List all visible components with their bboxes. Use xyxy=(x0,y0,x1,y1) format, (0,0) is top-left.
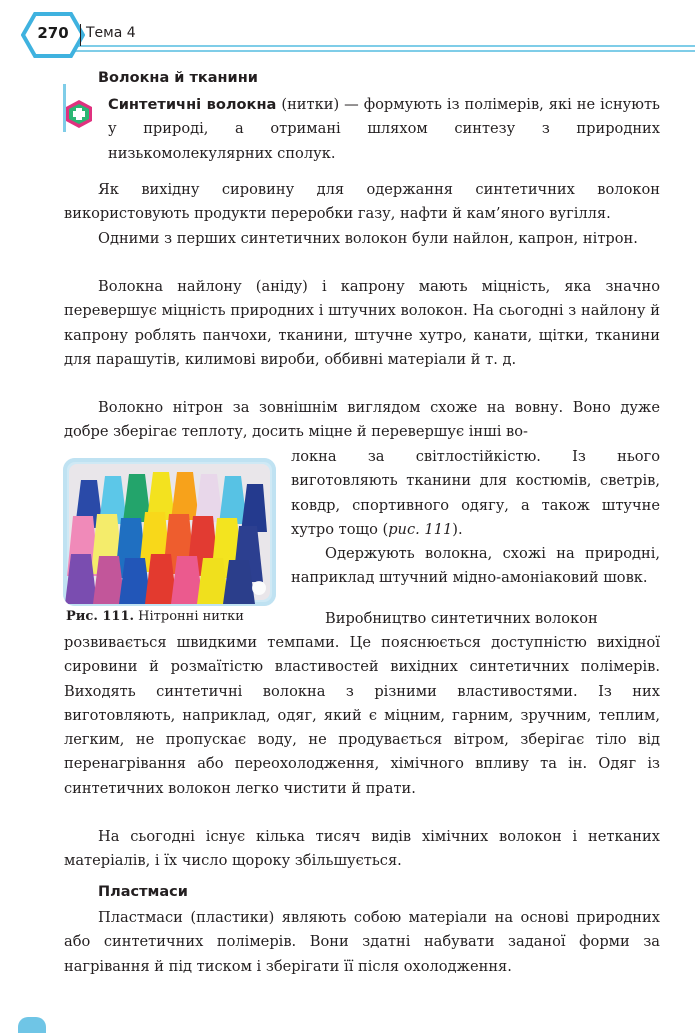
paragraph-artificial-silk: Одержують волокна, схожі на природні, наприклад штучний мідно-амоніаковий шовк. xyxy=(291,545,660,587)
definition-molecule-icon xyxy=(64,99,94,129)
figure-caption xyxy=(66,609,244,624)
header-rule-top xyxy=(60,45,695,47)
thread-spools-illustration xyxy=(63,458,276,606)
page-corner-tab xyxy=(18,1017,46,1033)
topic-label: Тема 4 xyxy=(86,25,136,41)
paragraph-first-fibers: Одними з перших синтетичних волокон були найлон, капрон, нітрон. xyxy=(98,230,638,247)
definition-synthetic-fibers xyxy=(108,93,660,166)
definition-term: Синтетичні волокна xyxy=(108,96,277,113)
paragraph-production-b: розвивається швидкими темпами. Це пояснюється доступністю вихідної сировини й розмаїтістю властивостей вихідних синтетичних полімерів. Виходять синтетичні волокна з різними властивостями. Із них виготовляють, наприклад, одяг, який є міцним, гарним, зручним, теплим, легким, не пропускає воду, не продувається вітром, зберігає тіло від перенагрівання або переохолодження, хімічного впливу та ін. Одяг із синтетичних волокон легко чистити й прати. xyxy=(64,634,660,797)
paragraph-nylon-capron: Волокна найлону (аніду) і капрону мають міцність, яка значно перевершує міцність природних і штучних волокон. На сьогодні з найлону й капрону роблять панчохи, тканини, штучне хутро, канати, щітки, тканини для парашутів, килимові вироби, оббивні матеріали й т. д. xyxy=(64,278,660,368)
paragraph-fiber-count: На сьогодні існує кілька тисяч видів хімічних волокон і нетканих матеріалів, і їх число щороку збільшується. xyxy=(64,828,660,870)
header-rule-bottom xyxy=(60,50,695,52)
paragraph-production-a: Виробництво синтетичних волокон xyxy=(325,610,598,627)
definition-text: (нитки) — формують із полімерів, які не існують у природі, а отримані шляхом синтезу з природних низькомолекулярних сполук. xyxy=(108,96,660,162)
paragraph-raw-materials: Як вихідну сировину для одержання синтетичних волокон використовують продукти переробки газу, нафти й кам’яного вугілля. xyxy=(64,181,660,223)
paragraph-nitron-b xyxy=(291,445,660,542)
figure-reference: рис. 111 xyxy=(388,520,453,538)
header-separator xyxy=(80,24,81,46)
section-heading-plastics: Пластмаси xyxy=(98,884,188,900)
nitron-text: локна за світлостійкістю. Із нього виготовляють тканини для костюмів, светрів, ковдр, спортивного одягу, а також штучне хутро тощо ( xyxy=(291,448,660,538)
figure-nitron-threads-image xyxy=(63,458,276,606)
figure-caption-text: Нітронні нитки xyxy=(134,609,244,624)
paragraph-nitron-a: Волокно нітрон за зовнішнім виглядом схоже на вовну. Воно дуже добре зберігає теплоту, досить міцне й перевершує інші во- xyxy=(64,399,660,441)
page-number: 270 xyxy=(37,24,69,42)
paragraph-plastics: Пластмаси (пластики) являють собою матеріали на основі природних або синтетичних полімерів. Вони здатні набувати заданої форми за нагрівання й під тиском і зберігати її після охолодження. xyxy=(64,909,660,975)
section-heading-fibers: Волокна й тканини xyxy=(98,70,258,86)
figure-label: Рис. 111. xyxy=(66,609,135,624)
nitron-end: ). xyxy=(452,520,463,538)
